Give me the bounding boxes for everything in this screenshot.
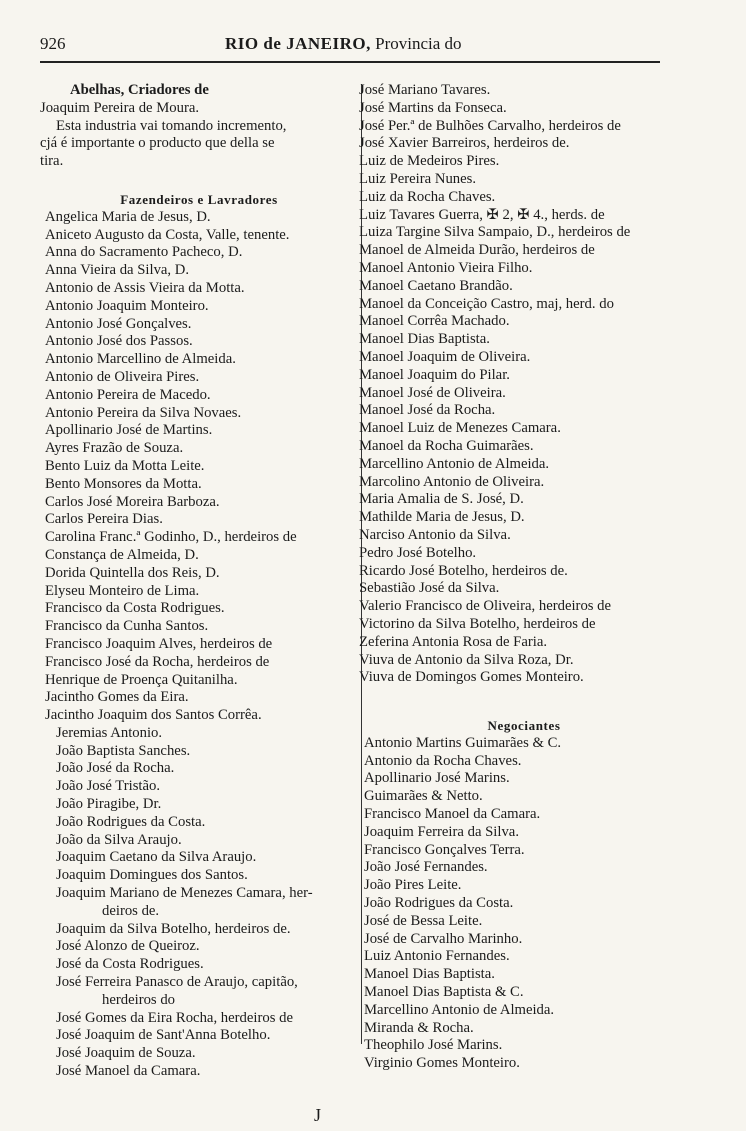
list-item: Apollinario José de Martins. xyxy=(45,422,213,439)
list-item-continuation: deiros de. xyxy=(102,902,160,919)
list-item: Manoel José de Oliveira. xyxy=(359,384,506,401)
list-item: João da Silva Araujo. xyxy=(56,831,182,848)
footer-mark: J xyxy=(314,1105,322,1125)
list-item: José Manoel da Camara. xyxy=(56,1063,201,1080)
list-item: Manoel Dias Baptista & C. xyxy=(364,984,524,1001)
list-item: José de Carvalho Marinho. xyxy=(364,930,523,947)
list-item: Victorino da Silva Botelho, herdeiros de xyxy=(359,615,596,632)
left-column xyxy=(40,82,358,1081)
list-item: Luiza Targine Silva Sampaio, D., herdeiros de xyxy=(359,224,631,241)
page-title-bold: RIO de JANEIRO, xyxy=(225,34,371,53)
list-item: Antonio Pereira da Silva Novaes. xyxy=(45,404,242,421)
list-item: Manoel da Conceição Castro, maj, herd. do xyxy=(359,295,614,312)
list-item: Ricardo José Botelho, herdeiros de. xyxy=(359,562,568,579)
section-heading-negociantes: Negociantes xyxy=(487,718,561,734)
list-item: Manoel da Rocha Guimarães. xyxy=(359,437,534,454)
list-item: Francisco Joaquim Alves, herdeiros de xyxy=(45,635,273,652)
list-item: José Joaquim de Souza. xyxy=(56,1045,196,1062)
list-item: Angelica Maria de Jesus, D. xyxy=(45,208,211,225)
list-item: Guimarães & Netto. xyxy=(364,788,483,805)
spacer xyxy=(359,687,689,711)
list-item: Manoel José da Rocha. xyxy=(359,402,496,419)
list-item: Manoel Corrêa Machado. xyxy=(359,313,510,330)
list-item: Joaquim da Silva Botelho, herdeiros de. xyxy=(56,920,291,937)
list-item: Viuva de Domingos Gomes Monteiro. xyxy=(359,669,584,686)
list-item: Luiz de Medeiros Pires. xyxy=(359,153,500,170)
list-item: Jacintho Joaquim dos Santos Corrêa. xyxy=(45,707,262,724)
list-item: José de Bessa Leite. xyxy=(364,912,483,929)
header-rule xyxy=(40,61,660,63)
list-item: Antonio de Oliveira Pires. xyxy=(45,368,200,385)
list-item: Manoel Antonio Vieira Filho. xyxy=(359,259,533,276)
list-item: Zeferina Antonia Rosa de Faria. xyxy=(359,633,548,650)
list-item: Viuva de Antonio da Silva Roza, Dr. xyxy=(359,651,574,668)
list-item: Ayres Frazão de Souza. xyxy=(45,440,184,457)
list-item: Antonio da Rocha Chaves. xyxy=(364,752,522,769)
spacer xyxy=(40,171,358,185)
list-item: Antonio José Gonçalves. xyxy=(45,315,192,332)
list-item: Carolina Franc.ª Godinho, D., herdeiros de xyxy=(45,529,297,546)
list-item: Joaquim Domingues dos Santos. xyxy=(56,867,248,884)
page-title xyxy=(225,34,462,54)
list-item: Carlos José Moreira Barboza. xyxy=(45,493,220,510)
intro-line: Abelhas, Criadores de xyxy=(70,82,209,98)
page-header xyxy=(40,34,680,60)
list-item: Manoel Joaquim do Pilar. xyxy=(359,366,510,383)
list-item: Joaquim Caetano da Silva Araujo. xyxy=(56,849,257,866)
list-item: José Xavier Barreiros, herdeiros de. xyxy=(359,135,570,152)
list-item: Constança de Almeida, D. xyxy=(45,546,199,563)
list-item: João Pires Leite. xyxy=(364,877,462,894)
list-item: Jeremias Antonio. xyxy=(56,724,163,741)
list-item: Anna Vieira da Silva, D. xyxy=(45,262,190,279)
list-item: João Rodrigues da Costa. xyxy=(364,895,514,912)
list-item: Francisco da Cunha Santos. xyxy=(45,618,209,635)
list-item: Luiz Tavares Guerra, ✠ 2, ✠ 4., herds. de xyxy=(359,206,605,223)
list-item: Joaquim Mariano de Menezes Camara, her- xyxy=(56,885,313,902)
list-item: Valerio Francisco de Oliveira, herdeiros de xyxy=(359,598,612,615)
intro-line: Esta industria vai tomando incremento, xyxy=(56,117,287,134)
list-item: José Ferreira Panasco de Araujo, capitão, xyxy=(56,974,298,991)
list-item: Bento Monsores da Motta. xyxy=(45,475,202,492)
negociantes-list xyxy=(359,735,689,1073)
list-item: José Gomes da Eira Rocha, herdeiros de xyxy=(56,1009,293,1026)
list-item: Jacintho Gomes da Eira. xyxy=(45,689,189,706)
list-item: Miranda & Rocha. xyxy=(364,1019,474,1036)
list-item: João Piragibe, Dr. xyxy=(56,796,162,813)
fazendeiros-list xyxy=(40,209,358,1081)
list-item: Francisco da Costa Rodrigues. xyxy=(45,600,225,617)
list-item: Sebastião José da Silva. xyxy=(359,580,500,597)
list-item: João José da Rocha. xyxy=(56,760,175,777)
list-item: Manoel Caetano Brandão. xyxy=(359,277,513,294)
list-item: João Baptista Sanches. xyxy=(56,742,191,759)
page-number: 926 xyxy=(40,34,66,53)
list-item: Manoel Dias Baptista. xyxy=(364,966,495,983)
list-item: Dorida Quintella dos Reis, D. xyxy=(45,564,220,581)
intro-line: cjá é importante o producto que della se xyxy=(40,135,275,152)
list-item: Antonio Martins Guimarães & C. xyxy=(364,734,562,751)
section-heading-fazendeiros: Fazendeiros e Lavradores xyxy=(120,191,278,207)
list-item: João Rodrigues da Costa. xyxy=(56,813,206,830)
list-item: Francisco Manoel da Camara. xyxy=(364,806,541,823)
list-item: Elyseu Monteiro de Lima. xyxy=(45,582,200,599)
intro-line: tira. xyxy=(40,153,64,170)
list-item-continuation: herdeiros do xyxy=(102,991,176,1008)
list-item: Virginio Gomes Monteiro. xyxy=(364,1055,520,1072)
list-item: Luiz Pereira Nunes. xyxy=(359,170,477,187)
list-item: Apollinario José Marins. xyxy=(364,770,510,787)
list-item: Antonio Marcellino de Almeida. xyxy=(45,351,236,368)
list-item: Bento Luiz da Motta Leite. xyxy=(45,457,205,474)
right-column xyxy=(359,82,689,1073)
list-item: Marcellino Antonio de Almeida. xyxy=(359,455,550,472)
list-item: Aniceto Augusto da Costa, Valle, tenente. xyxy=(45,226,290,243)
list-item: José Martins da Fonseca. xyxy=(359,99,507,116)
list-item: Narciso Antonio da Silva. xyxy=(359,526,511,543)
list-item: José da Costa Rodrigues. xyxy=(56,956,204,973)
list-item: Francisco José da Rocha, herdeiros de xyxy=(45,653,270,670)
list-item: José Joaquim de Sant'Anna Botelho. xyxy=(56,1027,271,1044)
list-item: José Alonzo de Queiroz. xyxy=(56,938,200,955)
list-item: José Per.ª de Bulhões Carvalho, herdeiros de xyxy=(359,117,621,134)
list-item: Joaquim Ferreira da Silva. xyxy=(364,823,519,840)
list-item: Antonio Joaquim Monteiro. xyxy=(45,297,209,314)
list-item: Antonio Pereira de Macedo. xyxy=(45,386,211,403)
list-item: Marcellino Antonio de Almeida. xyxy=(364,1001,555,1018)
list-item: Marcolino Antonio de Oliveira. xyxy=(359,473,545,490)
list-item: Maria Amalia de S. José, D. xyxy=(359,491,524,508)
list-item: Pedro José Botelho. xyxy=(359,544,477,561)
list-item: Henrique de Proença Quitanilha. xyxy=(45,671,238,688)
list-item: Francisco Gonçalves Terra. xyxy=(364,841,525,858)
fazendeiros-list-continued xyxy=(359,82,689,687)
list-item: Anna do Sacramento Pacheco, D. xyxy=(45,244,243,261)
list-item: José Mariano Tavares. xyxy=(359,82,491,98)
list-item: João José Fernandes. xyxy=(364,859,488,876)
list-item: Carlos Pereira Dias. xyxy=(45,511,163,528)
list-item: Manoel de Almeida Durão, herdeiros de xyxy=(359,242,595,259)
list-item: Theophilo José Marins. xyxy=(364,1037,503,1054)
list-item: Luiz da Rocha Chaves. xyxy=(359,188,496,205)
list-item: Manoel Joaquim de Oliveira. xyxy=(359,348,531,365)
page-title-rest: Provincia do xyxy=(375,34,462,53)
list-item: Mathilde Maria de Jesus, D. xyxy=(359,509,525,526)
list-item: Manoel Luiz de Menezes Camara. xyxy=(359,420,561,437)
list-item: Manoel Dias Baptista. xyxy=(359,331,490,348)
list-item: Luiz Antonio Fernandes. xyxy=(364,948,510,965)
intro-line: Joaquim Pereira de Moura. xyxy=(40,99,200,116)
list-item: Antonio José dos Passos. xyxy=(45,333,193,350)
list-item: Antonio de Assis Vieira da Motta. xyxy=(45,279,245,296)
list-item: João José Tristão. xyxy=(56,778,161,795)
